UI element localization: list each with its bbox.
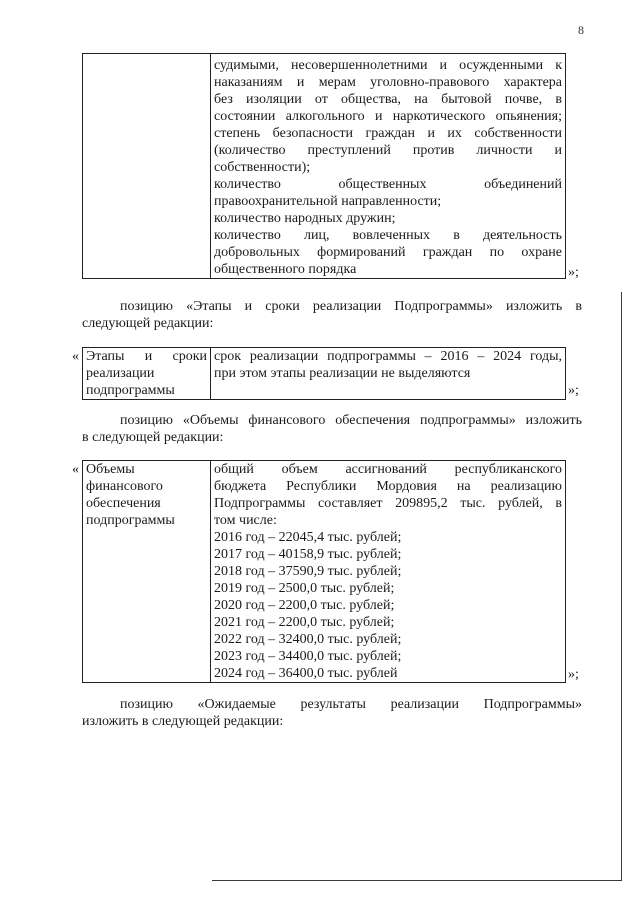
funding-table bbox=[82, 460, 566, 683]
table-line: правоохранительной направленности; bbox=[214, 194, 442, 209]
stages-table bbox=[82, 347, 566, 400]
table-line: финансового bbox=[86, 479, 163, 494]
table-line: Этапы и сроки bbox=[86, 349, 207, 364]
table-line: реализации bbox=[86, 366, 155, 381]
table-line: обеспечения bbox=[86, 496, 161, 511]
opening-quote: « bbox=[72, 462, 79, 477]
table-line: наказаниям и мерам уголовно-правового характера bbox=[214, 75, 562, 90]
table-line: Подпрограммы составляет 209895,2 тыс. рублей, в bbox=[214, 496, 562, 511]
table-left-cell bbox=[83, 461, 211, 682]
table-line: судимыми, несовершеннолетними и осужденными к bbox=[214, 58, 562, 73]
table-line: количество общественных объединений bbox=[214, 177, 562, 192]
paragraph-line: следующей редакции: bbox=[82, 316, 214, 331]
scan-edge-vertical bbox=[621, 292, 622, 881]
table-left-cell bbox=[83, 348, 211, 399]
paragraph-line: в следующей редакции: bbox=[82, 430, 224, 445]
year-funding-line: 2016 год – 22045,4 тыс. рублей; bbox=[214, 530, 402, 545]
paragraph-line: позицию «Объемы финансового обеспечения подпрограммы» изложить bbox=[120, 413, 582, 428]
table-left-cell bbox=[83, 54, 211, 278]
paragraph-line: позицию «Ожидаемые результаты реализации Подпрограммы» bbox=[120, 697, 582, 712]
year-funding-line: 2022 год – 32400,0 тыс. рублей; bbox=[214, 632, 402, 647]
table-line: при этом этапы реализации не выделяются bbox=[214, 366, 471, 381]
year-funding-line: 2020 год – 2200,0 тыс. рублей; bbox=[214, 598, 395, 613]
table-line: собственности); bbox=[214, 160, 311, 175]
year-funding-line: 2021 год – 2200,0 тыс. рублей; bbox=[214, 615, 395, 630]
year-funding-line: 2017 год – 40158,9 тыс. рублей; bbox=[214, 547, 402, 562]
table-right-cell bbox=[211, 54, 565, 278]
amendment-paragraph-funding bbox=[82, 412, 582, 446]
year-funding-line: 2019 год – 2500,0 тыс. рублей; bbox=[214, 581, 395, 596]
table-line: (количество преступлений против личности и bbox=[214, 143, 562, 158]
closing-quote: »; bbox=[568, 383, 579, 398]
table-line: подпрограммы bbox=[86, 383, 175, 398]
table-line: бюджета Республики Мордовия на реализацию bbox=[214, 479, 562, 494]
year-funding-line: 2023 год – 34400,0 тыс. рублей; bbox=[214, 649, 402, 664]
table-line: степень безопасности граждан и их собственности bbox=[214, 126, 562, 141]
table-line: подпрограммы bbox=[86, 513, 175, 528]
table-right-cell bbox=[211, 461, 565, 682]
opening-quote: « bbox=[72, 349, 79, 364]
passport-table-continuation bbox=[82, 53, 566, 279]
table-line: Объемы bbox=[86, 462, 135, 477]
table-line: количество народных дружин; bbox=[214, 211, 396, 226]
table-line: общественного порядка bbox=[214, 262, 357, 277]
paragraph-line: изложить в следующей редакции: bbox=[82, 714, 284, 729]
table-line: срок реализации подпрограммы – 2016 – 2024 годы, bbox=[214, 349, 562, 364]
amendment-paragraph-results bbox=[82, 696, 582, 730]
table-line: том числе: bbox=[214, 513, 277, 528]
page-number: 8 bbox=[578, 23, 584, 37]
table-right-cell bbox=[211, 348, 565, 399]
closing-quote: »; bbox=[568, 667, 579, 682]
year-funding-line: 2018 год – 37590,9 тыс. рублей; bbox=[214, 564, 402, 579]
amendment-paragraph-stages bbox=[82, 298, 582, 332]
table-line: добровольных формирований граждан по охране bbox=[214, 245, 562, 260]
closing-quote: »; bbox=[568, 265, 579, 280]
year-funding-line: 2024 год – 36400,0 тыс. рублей bbox=[214, 666, 398, 681]
scan-edge-horizontal bbox=[212, 880, 622, 881]
paragraph-line: позицию «Этапы и сроки реализации Подпрограммы» изложить в bbox=[120, 299, 582, 314]
table-line: количество лиц, вовлеченных в деятельность bbox=[214, 228, 562, 243]
table-line: общий объем ассигнований республиканского bbox=[214, 462, 562, 477]
table-line: без изоляции от общества, на бытовой почве, в bbox=[214, 92, 562, 107]
table-line: состоянии алкогольного и наркотического опьянения; bbox=[214, 109, 562, 124]
